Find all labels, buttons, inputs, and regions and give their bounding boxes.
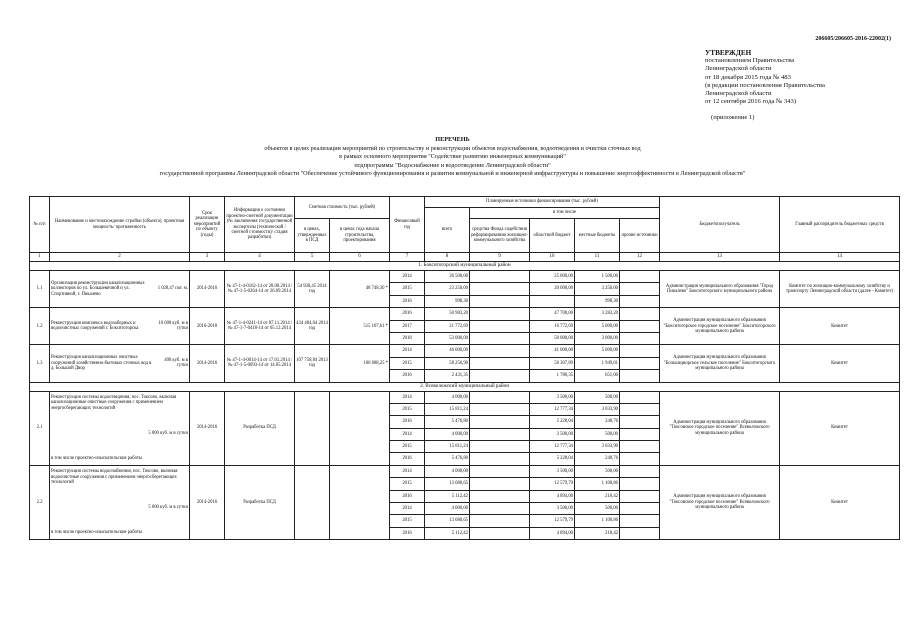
approval-line: Ленинградской области	[705, 65, 772, 73]
row-fund	[470, 453, 530, 465]
row-fund	[470, 320, 530, 332]
document-number: 206605/206605-2016-22002(1)	[815, 36, 891, 42]
row-local: 218,42	[575, 527, 620, 539]
row-region: 4 894,00	[530, 527, 575, 539]
row-fund	[470, 416, 530, 428]
row-local: 1 100,86	[575, 478, 620, 490]
row-year: 2016	[390, 453, 425, 465]
section-row	[30, 262, 900, 271]
item-term: 2014-2016	[190, 345, 225, 382]
item-name-text: Реконструкция комплекса водозаборных и водоочистных сооружений г. Бокситогорска	[51, 320, 139, 332]
row-other	[620, 515, 660, 527]
item-name	[50, 465, 190, 539]
row-region: 1 780,35	[530, 370, 575, 382]
row-year: 2014	[390, 428, 425, 440]
row-region: 50 000,00	[530, 332, 575, 344]
header-name: Наименование и местонахождение стройки (объекта), проектная мощность/ протяженность	[50, 197, 190, 253]
row-year: 2015	[390, 283, 425, 295]
title-line: государственной программы Ленинградской области "Обеспечение устойчивого функционирования и развития коммунальной и инженерной инфраструктуры и повышение энергоэффективности в Ленинградской области"	[159, 170, 746, 178]
row-total: 998,30	[425, 295, 470, 307]
header-other: прочие источники	[620, 219, 660, 253]
row-year: 2014	[390, 391, 425, 403]
row-year: 2014	[390, 345, 425, 357]
item-psd: № 47-1-4-0241-14 от 07.11.2014 / № 47-1-7-0418-14 от 05.12.2014	[225, 308, 295, 345]
row-region: 20 000,00	[530, 283, 575, 295]
item-term: 2014-2016	[190, 465, 225, 539]
row-region: 12 579,79	[530, 515, 575, 527]
header-region: областной бюджет	[530, 219, 575, 253]
row-year: 2015	[390, 478, 425, 490]
item-term: 2016-2018	[190, 308, 225, 345]
row-fund	[470, 308, 530, 320]
column-number: 4	[225, 253, 295, 262]
row-total: 13 680,65	[425, 515, 470, 527]
table-row	[30, 345, 900, 357]
row-year: 2017	[390, 320, 425, 332]
row-region: 56 307,89	[530, 357, 575, 369]
appendix-label: (приложение 1)	[711, 114, 755, 122]
row-region: 12 777,34	[530, 441, 575, 453]
row-total: 2 431,35	[425, 370, 470, 382]
item-name-text: Реконструкция системы водоснабжения, пос. Токсово, включая водоочистные сооружения с применением энергосберегающих технологий	[51, 469, 178, 486]
header-psd: Информация о состоянии проектно-сметной документации (№ заключения государственной экспертизы (технической / сметной стоимости)/ стадия разработки)	[225, 197, 295, 253]
column-number: 5	[295, 253, 330, 262]
approval-block	[705, 49, 825, 123]
title-line: в рамках основного мероприятия "Содействие развитию инженерных коммуникаций"	[339, 153, 566, 161]
row-fund	[470, 345, 530, 357]
row-local: 218,42	[575, 490, 620, 502]
row-region: 3 500,00	[530, 465, 575, 477]
row-region	[530, 295, 575, 307]
item-name	[50, 271, 190, 308]
column-number: 14	[780, 253, 900, 262]
row-other	[620, 345, 660, 357]
column-number: 7	[390, 253, 425, 262]
row-other	[620, 441, 660, 453]
row-region: 25 000,00	[530, 271, 575, 283]
approval-line: постановлением Правительства	[705, 57, 795, 65]
row-fund	[470, 403, 530, 415]
header-num: № п/п	[30, 197, 50, 253]
row-year: 2016	[390, 416, 425, 428]
row-other	[620, 527, 660, 539]
header-recipient: Бюджетополучатель	[660, 197, 780, 253]
item-name-text: Реконструкция системы водоотведения, пос. Токсово, включая канализационные очистные сооружения с применением энергосберегающих технологий	[51, 394, 177, 411]
row-total: 4 000,00	[425, 465, 470, 477]
item-name	[50, 345, 190, 382]
row-other	[620, 403, 660, 415]
item-manager: Комитет	[780, 345, 900, 382]
row-local: 3 033,90	[575, 441, 620, 453]
row-local: 500,00	[575, 503, 620, 515]
row-local: 500,00	[575, 391, 620, 403]
item-capacity: 5 000 куб. м в сутки	[148, 505, 188, 511]
row-year: 2014	[390, 503, 425, 515]
row-fund	[470, 527, 530, 539]
title-line: объектов в целях реализации мероприятий по строительству и реконструкции объектов водоснабжения, водоотведения и очистки сточных вод	[264, 144, 641, 152]
item-recipient: Администрация муниципального образования "Город Пикалево" Бокситогорского муниципального района	[660, 271, 780, 308]
row-other	[620, 490, 660, 502]
row-total: 23 250,00	[425, 283, 470, 295]
section-title: 2. Всеволожский муниципальный район	[30, 382, 900, 391]
row-year: 2016	[390, 527, 425, 539]
row-local: 998,30	[575, 295, 620, 307]
row-total: 26 500,00	[425, 271, 470, 283]
row-local: 1 949,01	[575, 357, 620, 369]
column-number: 9	[470, 253, 530, 262]
item-number: 1.2	[30, 308, 50, 345]
row-other	[620, 332, 660, 344]
column-numbers-row	[30, 253, 900, 262]
row-total: 15 811,24	[425, 403, 470, 415]
row-region: 3 500,00	[530, 428, 575, 440]
row-local: 651,00	[575, 370, 620, 382]
row-other	[620, 370, 660, 382]
title-line: подпрограммы "Водоснабжение и водоотведение Ленинградской области"	[354, 161, 551, 169]
item-cost-psd	[295, 465, 330, 539]
row-year: 2015	[390, 441, 425, 453]
item-capacity: 5 000 куб. м в сутки	[148, 430, 188, 436]
row-region: 5 228,04	[530, 416, 575, 428]
row-local: 500,00	[575, 465, 620, 477]
header-total: всего	[425, 208, 470, 253]
header-year: Финансовый год	[390, 197, 425, 253]
item-term: 2014-2016	[190, 271, 225, 308]
row-other	[620, 465, 660, 477]
column-number: 3	[190, 253, 225, 262]
item-number: 2.1	[30, 391, 50, 465]
item-manager: Комитет	[780, 308, 900, 345]
row-other	[620, 295, 660, 307]
row-year: 2015	[390, 515, 425, 527]
row-other	[620, 283, 660, 295]
item-subname: в том числе проектно-изыскательские работы	[51, 530, 143, 536]
row-other	[620, 320, 660, 332]
item-cost-start: 515 107,61 *	[330, 308, 390, 345]
row-region: 3 500,00	[530, 503, 575, 515]
row-local: 248,76	[575, 453, 620, 465]
title-head: ПЕРЕЧЕНЬ	[435, 136, 470, 143]
column-number: 13	[660, 253, 780, 262]
row-total: 4 000,00	[425, 503, 470, 515]
row-other	[620, 478, 660, 490]
item-capacity: 1 028,47 пог. м.	[157, 286, 188, 292]
row-total: 15 811,24	[425, 441, 470, 453]
item-recipient: Администрация муниципального образования "Бокситогорское городское поселение" Бокситогорского муниципального района	[660, 308, 780, 345]
item-cost-start: 48 748,30 *	[330, 271, 390, 308]
header-cost: Сметная стоимость (тыс. рублей)	[295, 197, 390, 219]
row-region: 5 228,04	[530, 453, 575, 465]
row-total: 4 000,00	[425, 391, 470, 403]
column-number: 11	[575, 253, 620, 262]
item-term: 2014-2016	[190, 391, 225, 465]
item-cost-start	[330, 391, 390, 465]
row-region: 16 772,69	[530, 320, 575, 332]
row-region: 3 500,00	[530, 391, 575, 403]
column-number: 8	[425, 253, 470, 262]
column-number: 10	[530, 253, 575, 262]
row-year: 2016	[390, 370, 425, 382]
item-name	[50, 391, 190, 465]
row-year: 2014	[390, 465, 425, 477]
row-year: 2015	[390, 403, 425, 415]
row-fund	[470, 465, 530, 477]
objects-table	[29, 196, 900, 540]
row-region: 12 579,79	[530, 478, 575, 490]
item-recipient: Администрация муниципального образования "Токсовское городское поселение" Всеволожского муниципального района	[660, 391, 780, 465]
item-number: 1.3	[30, 345, 50, 382]
item-cost-start: 106 688,25 *	[330, 345, 390, 382]
row-total: 21 772,69	[425, 320, 470, 332]
row-fund	[470, 478, 530, 490]
row-local: 5 000,00	[575, 345, 620, 357]
item-cost-psd: 107 758,84 2013 год	[295, 345, 330, 382]
row-total: 5 112,42	[425, 490, 470, 502]
document-title	[0, 136, 905, 179]
row-year: 2016	[390, 295, 425, 307]
row-year: 2016	[390, 308, 425, 320]
header-including: в том числе	[470, 208, 660, 219]
row-total: 50 983,20	[425, 308, 470, 320]
row-total: 46 000,00	[425, 345, 470, 357]
row-year: 2015	[390, 357, 425, 369]
item-psd: № 47-1-4-0162-14 от 28.08.2014 / № 47-1-5-0264-14 от 26.09.2014	[225, 271, 295, 308]
column-number: 6	[330, 253, 390, 262]
item-number: 2.2	[30, 465, 50, 539]
row-region: 47 700,00	[530, 308, 575, 320]
item-manager: Комитет	[780, 465, 900, 539]
row-local: 248,76	[575, 416, 620, 428]
row-other	[620, 503, 660, 515]
row-total: 5 476,80	[425, 416, 470, 428]
section-title: 1. Бокситогорский муниципальный район	[30, 262, 900, 271]
row-fund	[470, 283, 530, 295]
row-other	[620, 428, 660, 440]
header-local: местные бюджеты	[575, 219, 620, 253]
column-number: 12	[620, 253, 660, 262]
section-row	[30, 382, 900, 391]
row-local: 3 250,00	[575, 283, 620, 295]
header-cost-psd: в ценах, утвержденных в ПСД	[295, 219, 330, 253]
row-other	[620, 357, 660, 369]
row-total: 58 256,90	[425, 357, 470, 369]
row-fund	[470, 391, 530, 403]
row-local: 500,00	[575, 428, 620, 440]
row-fund	[470, 428, 530, 440]
column-number: 1	[30, 253, 50, 262]
row-fund	[470, 295, 530, 307]
approval-line: от 18 декабря 2015 года № 483	[705, 73, 791, 81]
item-capacity: 400 куб. м в сутки	[164, 358, 188, 369]
row-fund	[470, 357, 530, 369]
item-psd: № 47-1-4-0014-14 от 17.01.2014 / № 47-1-5-0093-14 от 14.05.2014	[225, 345, 295, 382]
approval-line: (в редакции постановления Правительства	[705, 81, 825, 89]
header-manager: Главный распорядитель бюджетных средств	[780, 197, 900, 253]
item-capacity: 10 000 куб. м в сутки	[158, 320, 188, 332]
row-local: 1 500,00	[575, 271, 620, 283]
row-local: 3 033,90	[575, 403, 620, 415]
row-local: 3 000,00	[575, 332, 620, 344]
approval-line: от 12 сентября 2016 года № 343)	[705, 98, 797, 106]
row-local: 5 000,00	[575, 320, 620, 332]
item-cost-psd: 54 930,45 2014 год	[295, 271, 330, 308]
row-fund	[470, 332, 530, 344]
item-name-text: Реконструкция канализационных очистных сооружений хозяйственно-бытовых сточных вод в д. Большой Двор	[51, 355, 152, 372]
item-name-text: Организация реконструкции канализационных коллекторов по ул. Большевичной и ул. Спортивной, г. Пикалево	[51, 280, 145, 297]
item-cost-psd	[295, 391, 330, 465]
row-fund	[470, 441, 530, 453]
row-local: 3 283,20	[575, 308, 620, 320]
row-other	[620, 308, 660, 320]
row-local: 1 100,86	[575, 515, 620, 527]
row-total: 13 680,65	[425, 478, 470, 490]
header-sources: Планируемые источники финансирования (тыс. рублей)	[425, 197, 660, 208]
row-year: 2018	[390, 332, 425, 344]
row-fund	[470, 490, 530, 502]
table-row	[30, 391, 900, 403]
approval-line: Ленинградской области	[705, 90, 772, 98]
row-total: 53 000,00	[425, 332, 470, 344]
item-manager: Комитет	[780, 391, 900, 465]
header-cost-start: в ценах года начала строительства, проектирования	[330, 219, 390, 253]
item-subname: в том числе проектно-изыскательские работы	[51, 455, 143, 461]
row-other	[620, 416, 660, 428]
row-region: 4 894,00	[530, 490, 575, 502]
row-fund	[470, 515, 530, 527]
item-manager: Комитет по жилищно-коммунальному хозяйству и транспорту Ленинградской области (далее - Комитет)	[780, 271, 900, 308]
header-term: Срок реализации мероприятий по объекту (годы)	[190, 197, 225, 253]
row-fund	[470, 370, 530, 382]
row-fund	[470, 271, 530, 283]
row-region: 41 000,00	[530, 345, 575, 357]
row-total: 5 476,80	[425, 453, 470, 465]
item-recipient: Администрация муниципального образования "Большедворское сельское поселение" Бокситогорского муниципального района	[660, 345, 780, 382]
approval-title: УТВЕРЖДЕН	[705, 49, 752, 57]
row-region: 12 777,34	[530, 403, 575, 415]
item-cost-psd: 434 484,04 2014 год	[295, 308, 330, 345]
row-total: 4 000,00	[425, 428, 470, 440]
row-fund	[470, 503, 530, 515]
row-total: 5 112,42	[425, 527, 470, 539]
row-other	[620, 453, 660, 465]
item-number: 1.1	[30, 271, 50, 308]
table-row	[30, 308, 900, 320]
table-row	[30, 465, 900, 477]
row-other	[620, 391, 660, 403]
table-row	[30, 271, 900, 283]
header-fund: средства Фонда содействия реформированию жилищно-коммунального хозяйства	[470, 219, 530, 253]
item-name	[50, 308, 190, 345]
row-other	[620, 271, 660, 283]
item-cost-start	[330, 465, 390, 539]
item-recipient: Администрация муниципального образования "Токсовское городское поселение" Всеволожского муниципального района	[660, 465, 780, 539]
column-number: 2	[50, 253, 190, 262]
row-year: 2014	[390, 271, 425, 283]
row-year: 2016	[390, 490, 425, 502]
item-psd: Разработка ПСД	[225, 465, 295, 539]
item-psd: Разработка ПСД	[225, 391, 295, 465]
